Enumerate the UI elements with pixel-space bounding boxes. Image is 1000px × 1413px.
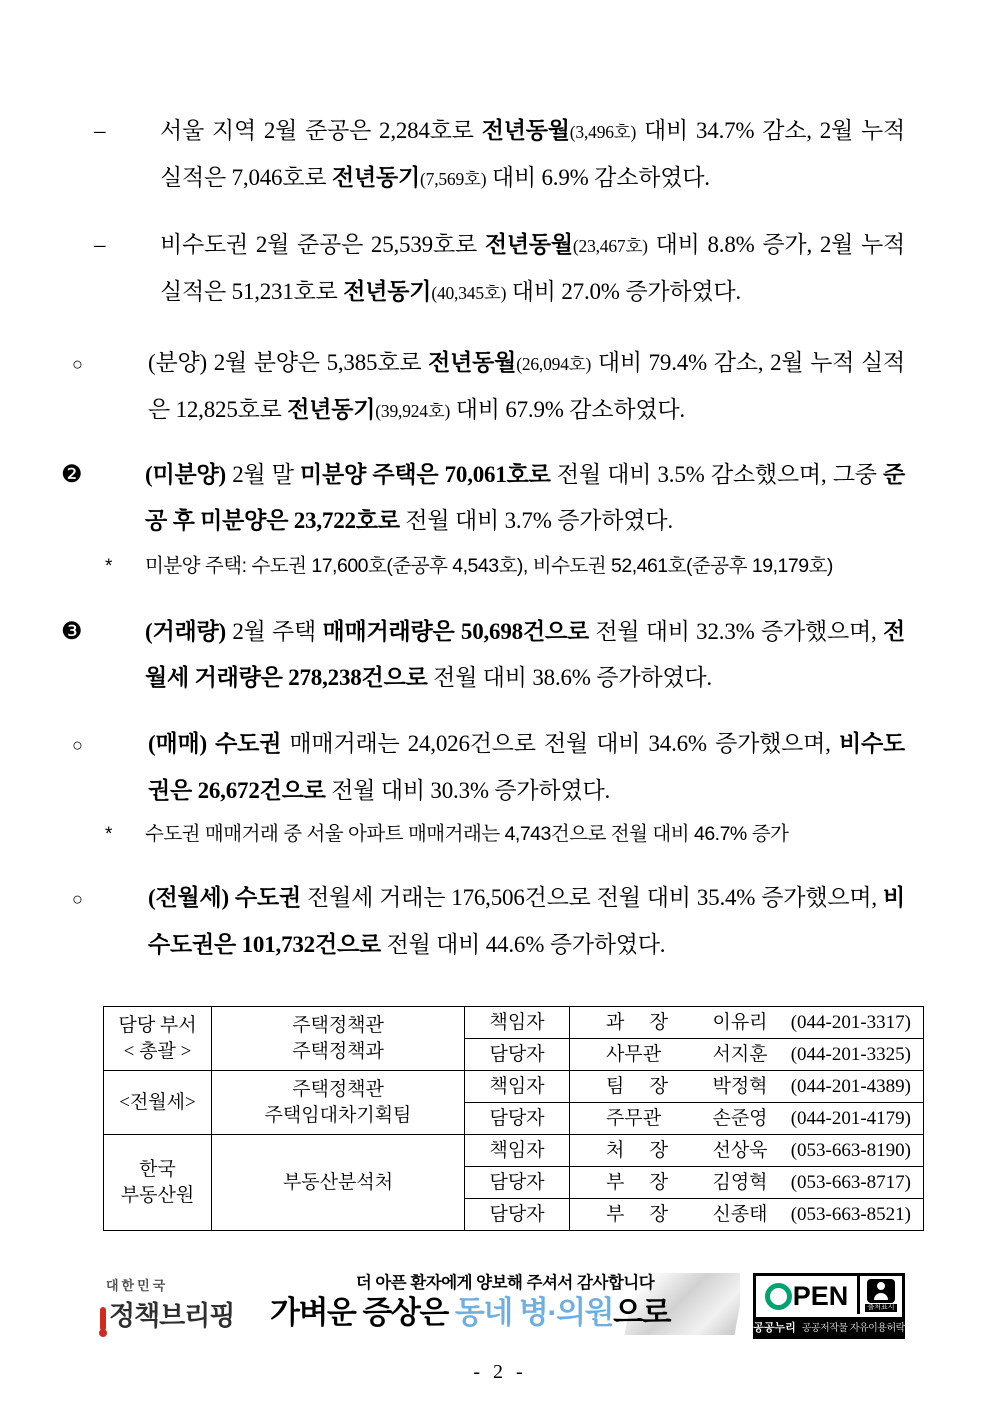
text-segment: (거래량): [145, 619, 226, 644]
text-segment: (26,094호): [516, 354, 592, 374]
cell-line: < 총괄 >: [123, 1040, 192, 1062]
text-segment: (40,345호): [431, 283, 507, 303]
text-segment: 미분양 주택: 수도권 17,600호(준공후 4,543호), 비수도권 52,461호(준공후 19,179호): [145, 555, 833, 577]
body-paragraph: [72, 340, 905, 434]
cell-line: 담당 부서: [118, 1014, 197, 1036]
cell-line: <전월세>: [119, 1091, 196, 1113]
phone-label: (044-201-3325): [790, 1043, 911, 1065]
grade-label: 부 장: [606, 1171, 668, 1193]
text-segment: 비수도권은 101,732건으로: [148, 885, 905, 957]
text-segment: (3,496호): [569, 122, 637, 142]
text-segment: (7,569호): [420, 169, 487, 189]
text-segment: (분양) 2월 분양은 5,385호로: [148, 350, 429, 375]
name-label: 선상욱: [712, 1139, 768, 1161]
org-cell: [104, 1135, 212, 1231]
text-segment: (전월세) 수도권: [148, 885, 302, 910]
text-segment: 대비 27.0% 증가하였다.: [506, 279, 741, 304]
text-segment: 전년동월: [428, 350, 517, 375]
person-cell: [570, 1039, 924, 1071]
cell-line: 주택정책과: [292, 1040, 384, 1062]
source-attribution-label: 출처표시: [867, 1303, 895, 1311]
role-cell: 담당자: [465, 1039, 570, 1071]
kogl-open-row: [756, 1276, 902, 1317]
red-accent-icon: [100, 1307, 106, 1331]
bullet-marker: ○: [72, 735, 83, 755]
text-segment: 전년동기: [287, 397, 376, 422]
name-label: 이유리: [712, 1011, 768, 1033]
kogl-open-badge: [753, 1273, 905, 1339]
grade-label: 팀 장: [606, 1075, 668, 1097]
name-label: 김영혁: [712, 1171, 768, 1193]
department-cell: [212, 1007, 465, 1071]
text-segment: 2월 말: [225, 462, 301, 487]
kogl-license-text: 공공저작물 자유이용허락: [801, 1323, 905, 1334]
body-paragraph: [72, 875, 905, 968]
text-segment: 대비 79.4% 감소, 2월 누적 실적은 12,825호로: [148, 350, 905, 422]
text-segment: 서울 지역 2월 준공은 2,284호로: [160, 118, 482, 143]
text-segment: 전년동월: [481, 118, 570, 143]
role-cell: 책임자: [465, 1135, 570, 1167]
bullet-marker: *: [105, 556, 112, 577]
role-cell: 담당자: [465, 1167, 570, 1199]
source-attribution-box: [857, 1276, 902, 1314]
name-label: 박정혁: [712, 1075, 768, 1097]
text-segment: 대비 34.7% 감소, 2월 누적 실적은 7,046호로: [160, 118, 906, 190]
text-segment: 수도권 매매거래 중 서울 아파트 매매거래는 4,743건으로 전월 대비 46.7% 증가: [145, 823, 789, 845]
banner-headline-prefix: 가벼운 증상은: [270, 1295, 455, 1330]
text-segment: 전년동기: [343, 279, 432, 304]
body-paragraph: [61, 452, 905, 544]
bullet-marker: –: [94, 118, 106, 143]
bullet-marker: ❷: [61, 462, 83, 488]
department-cell: [212, 1135, 465, 1231]
phone-label: (044-201-4179): [790, 1107, 911, 1129]
phone-label: (044-201-4389): [790, 1075, 911, 1097]
bullet-marker: ○: [72, 889, 83, 909]
grade-label: 처 장: [606, 1139, 668, 1161]
page-number: - 2 -: [473, 1361, 527, 1383]
contact-table-row: [104, 1071, 924, 1103]
contact-table-wrap: [103, 1006, 911, 1231]
text-segment: 대비 8.8% 증가, 2월 누적 실적은 51,231호로: [160, 232, 905, 304]
contact-table: [103, 1006, 924, 1231]
banner-headline: [270, 1293, 740, 1333]
kogl-name: 공공누리: [753, 1321, 796, 1334]
kogl-license-bar: [753, 1317, 905, 1336]
text-segment: 비수도권 2월 준공은 25,539호로: [160, 232, 485, 257]
open-word-text: PEN: [792, 1281, 849, 1311]
cell-line: 주택정책관: [292, 1014, 384, 1036]
cell-line: 부동산분석처: [282, 1171, 394, 1193]
role-cell: 담당자: [465, 1199, 570, 1231]
text-segment: 매매거래는 24,026건으로 전월 대비 34.6% 증가했으며,: [281, 731, 839, 756]
text-segment: 대비 67.9% 감소하였다.: [450, 397, 685, 422]
org-cell: [104, 1071, 212, 1135]
cell-line: 주택임대차기획팀: [264, 1104, 412, 1126]
text-segment: 준공 후 미분양은 23,722호로: [145, 462, 905, 533]
gov-logo-title: [100, 1294, 250, 1333]
grade-label: 부 장: [606, 1203, 668, 1225]
text-segment: 매매거래량은 50,698건으로: [322, 619, 590, 644]
cell-line: 한국: [139, 1158, 176, 1180]
footer: [100, 1267, 905, 1347]
text-segment: 대비 6.9% 감소하였다.: [486, 165, 710, 190]
body-paragraph: [61, 609, 905, 701]
person-cell: [570, 1167, 924, 1199]
role-cell: 책임자: [465, 1007, 570, 1039]
text-segment: 전월 대비 3.5% 감소했으며, 그중: [550, 462, 883, 487]
role-cell: 담당자: [465, 1103, 570, 1135]
contact-table-row: [104, 1007, 924, 1039]
name-label: 손준영: [712, 1107, 768, 1129]
text-segment: 전년동기: [331, 165, 421, 190]
cell-line: 부동산원: [120, 1184, 195, 1206]
phone-label: (044-201-3317): [790, 1011, 911, 1033]
phone-label: (053-663-8717): [790, 1171, 911, 1193]
grade-label: 사무관: [606, 1043, 662, 1065]
body-paragraph: [72, 721, 905, 814]
text-segment: (39,924호): [375, 401, 451, 421]
banner-headline-highlight: 동네 병·의원: [454, 1295, 614, 1330]
text-segment: (미분양): [145, 462, 226, 487]
footnote: [100, 818, 905, 851]
person-cell: [570, 1199, 924, 1231]
banner-headline-suffix: 으로: [613, 1295, 670, 1330]
role-cell: 책임자: [465, 1071, 570, 1103]
cell-line: 주택정책관: [292, 1078, 384, 1100]
public-campaign-banner: [270, 1267, 740, 1339]
bullet-marker: –: [94, 232, 106, 257]
person-cell: [570, 1007, 924, 1039]
text-segment: 전월세 거래는 176,506건으로 전월 대비 35.4% 증가했으며,: [301, 885, 883, 910]
text-segment: 비수도권은 26,672건으로: [148, 731, 905, 803]
person-cell: [570, 1103, 924, 1135]
text-segment: 2월 주택: [225, 619, 323, 644]
contact-table-row: [104, 1135, 924, 1167]
department-cell: [212, 1071, 465, 1135]
bullet-marker: *: [105, 824, 112, 845]
body-paragraph: [94, 108, 906, 202]
bullet-marker: ❸: [61, 619, 83, 645]
text-segment: 전월 대비 32.3% 증가했으며,: [589, 619, 883, 644]
banner-subtitle: 더 아픈 환자에게 양보해 주셔서 감사합니다: [355, 1274, 655, 1292]
gov-logo-title-text: 정책브리핑: [109, 1301, 235, 1331]
text-segment: 전월 대비 44.6% 증가하였다.: [381, 932, 666, 957]
person-cell: [570, 1071, 924, 1103]
phone-label: (053-663-8521): [790, 1203, 911, 1225]
text-segment: 전월 대비 3.7% 증가하였다.: [399, 508, 673, 533]
person-cell: [570, 1135, 924, 1167]
text-segment: 미분양 주택은 70,061호로: [300, 462, 551, 487]
gov-logo-country-label: 대한민국: [106, 1278, 169, 1293]
phone-label: (053-663-8190): [790, 1139, 911, 1161]
policy-briefing-logo: [100, 1275, 250, 1333]
name-label: 서지훈: [712, 1043, 768, 1065]
footnote: [100, 550, 905, 583]
text-segment: (매매) 수도권: [148, 731, 282, 756]
bullet-marker: ○: [72, 354, 83, 374]
open-o-icon: [765, 1283, 792, 1310]
grade-label: 주무관: [606, 1107, 662, 1129]
text-segment: (23,467호): [572, 236, 648, 256]
text-segment: 전년동월: [484, 232, 573, 257]
org-cell: [104, 1007, 212, 1071]
name-label: 신종태: [712, 1203, 768, 1225]
body-paragraph: [94, 222, 905, 316]
text-segment: 전월 대비 30.3% 증가하였다.: [325, 778, 611, 803]
text-segment: 전월 대비 38.6% 증가하였다.: [427, 665, 712, 690]
text-segment: 전월세 거래량은 278,238건으로: [145, 619, 905, 690]
person-icon: [867, 1279, 895, 1303]
grade-label: 과 장: [606, 1011, 668, 1033]
open-wordmark: [756, 1281, 857, 1312]
